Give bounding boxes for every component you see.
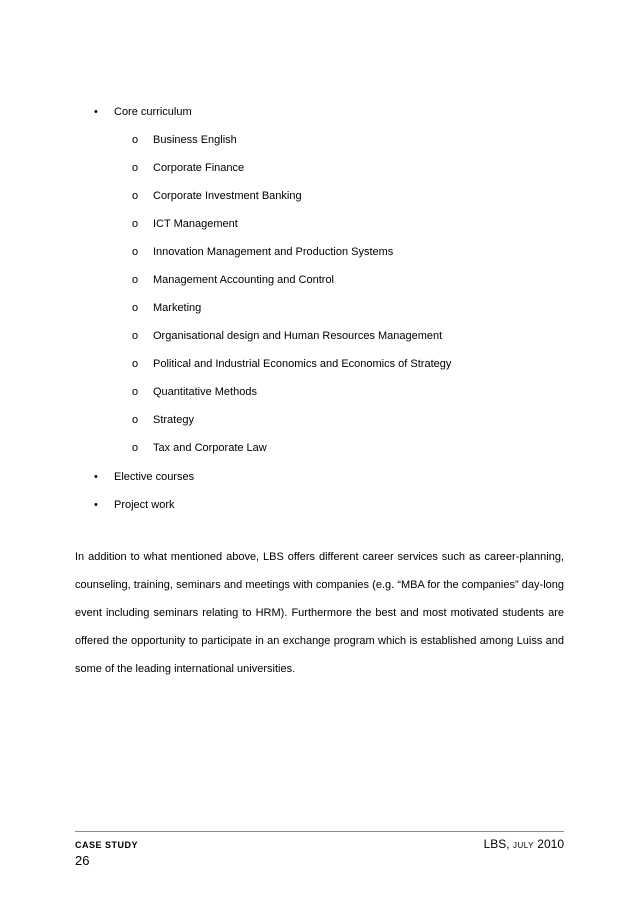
footer-month: JULY	[512, 841, 534, 850]
footer-org: LBS,	[483, 837, 510, 851]
sub-list-item: Corporate Finance	[153, 162, 245, 174]
footer-divider	[75, 831, 564, 832]
bullet-icon: •	[94, 106, 98, 118]
sub-bullet-icon: o	[132, 274, 139, 286]
sub-bullet-icon: o	[132, 330, 139, 342]
list-item-elective-courses: Elective courses	[114, 471, 195, 483]
footer-year: 2010	[537, 837, 564, 851]
sub-list-item: Marketing	[153, 302, 202, 314]
sub-bullet-icon: o	[132, 162, 139, 174]
sub-bullet-icon: o	[132, 414, 139, 426]
sub-bullet-icon: o	[132, 218, 139, 230]
footer-label: CASE STUDY	[75, 840, 139, 850]
bullet-icon: •	[94, 499, 98, 511]
sub-bullet-icon: o	[132, 386, 139, 398]
sub-list-item: Management Accounting and Control	[153, 274, 335, 286]
bullet-icon: •	[94, 471, 98, 483]
footer-date	[484, 837, 564, 851]
sub-list-item: Innovation Management and Production Systems	[153, 246, 394, 258]
list-item-project-work: Project work	[114, 499, 175, 511]
sub-bullet-icon: o	[132, 190, 139, 202]
sub-list-item: Corporate Investment Banking	[153, 190, 302, 202]
list-item-core-curriculum: Core curriculum	[114, 106, 192, 118]
sub-list-item: Tax and Corporate Law	[153, 442, 267, 454]
body-paragraph: In addition to what mentioned above, LBS offers different career services such as career-planning, counseling, training, seminars and meetings with companies (e.g. “MBA for the companies” day-long event including seminars relating to HRM). Furthermore the best and most motivated students are offered the opportunity to participate in an exchange program which is established among Luiss and some of the leading international universities.	[75, 551, 564, 675]
sub-bullet-icon: o	[132, 134, 139, 146]
sub-bullet-icon: o	[132, 246, 139, 258]
sub-list-item: Political and Industrial Economics and Economics of Strategy	[153, 358, 452, 370]
sub-list-item: Strategy	[153, 414, 194, 426]
sub-bullet-icon: o	[132, 442, 139, 454]
sub-list-item: Organisational design and Human Resources Management	[153, 330, 443, 342]
sub-bullet-icon: o	[132, 302, 139, 314]
sub-list-item: ICT Management	[153, 218, 238, 230]
sub-list-item: Business English	[153, 134, 237, 146]
sub-list-item: Quantitative Methods	[153, 386, 257, 398]
sub-bullet-icon: o	[132, 358, 139, 370]
page-number: 26	[75, 853, 90, 868]
